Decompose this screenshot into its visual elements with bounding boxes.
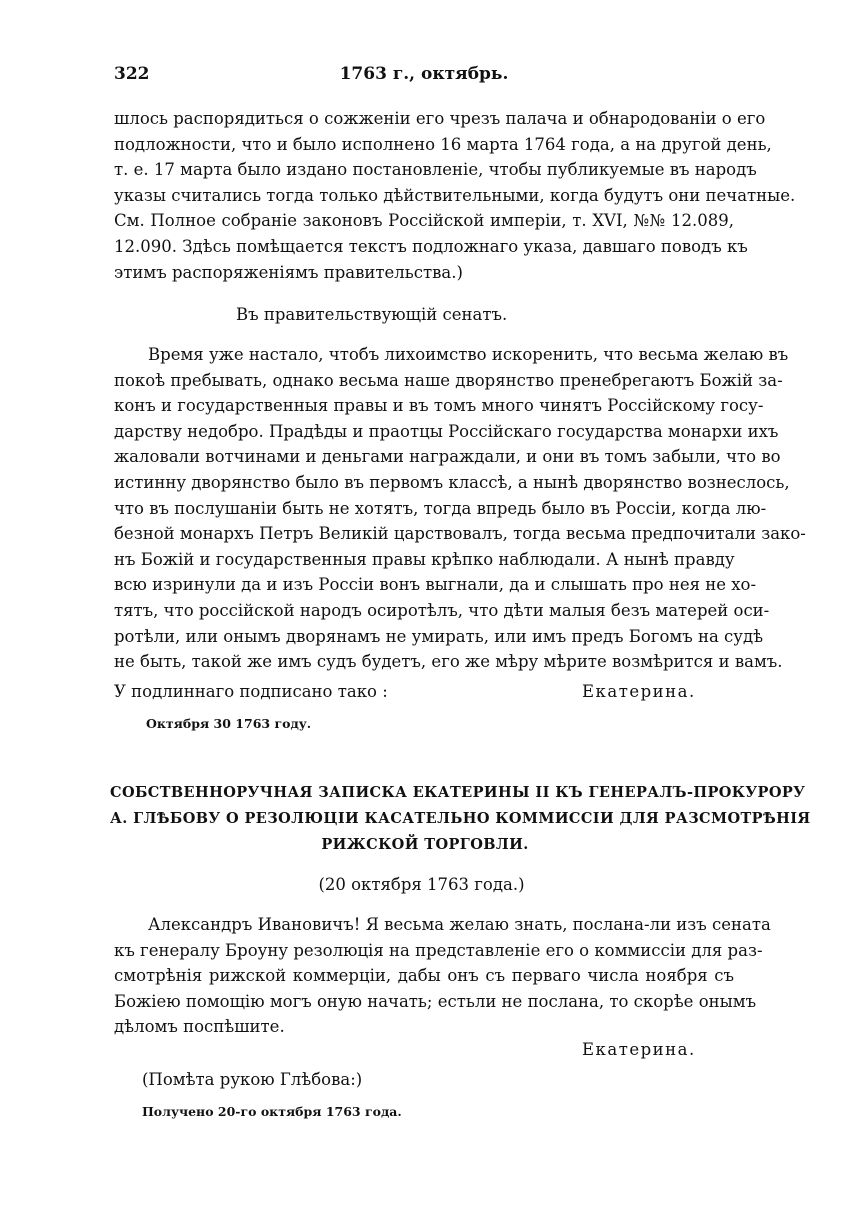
text-line: не быть, такой же имъ судъ будетъ, его же мѣру мѣрите возмѣрится и вамъ.: [114, 652, 783, 672]
text-line: См. Полное собраніе законовъ Россійской имперіи, т. XVI, №№ 12.089,: [114, 211, 734, 231]
text-line: Время уже настало, чтобъ лихоимство искоренить, что весьма желаю въ: [148, 345, 789, 364]
text-line: что въ послушаніи быть не хотятъ, тогда впредь было въ Россіи, когда лю-: [114, 498, 767, 518]
text-line: этимъ распоряженіямъ правительства.): [114, 262, 463, 282]
signed-label: У подлиннаго подписано тако :: [114, 682, 388, 701]
text-line: нъ Божій и государственныя правы крѣпко наблюдали. А нынѣ правду: [114, 549, 735, 569]
text-line: подложности, что и было исполнено 16 марта 1764 года, а на другой день,: [114, 134, 772, 154]
text-line: шлось распорядиться о сожженіи его чрезъ палача и обнародованіи о его: [114, 109, 766, 128]
letter-text-paragraph: [114, 912, 771, 1040]
heading-line: А. ГЛѢБОВУ О РЕЗОЛЮЦІИ КАСАТЕЛЬНО КОММИССІИ ДЛЯ РАЗСМОТРѢНІЯ: [110, 810, 811, 827]
text-line: тятъ, что россійской народъ осиротѣлъ, что дѣти малыя безъ матерей оси-: [114, 600, 770, 620]
text-line: къ генералу Броуну резолюція на представленіе его о коммиссіи для раз-: [114, 940, 763, 960]
letter-signature: Екатерина.: [582, 1040, 696, 1059]
text-line: Божіею помощію могъ оную начать; естьли не послана, то скорѣе онымъ: [114, 991, 757, 1011]
decree-date-note: Октября 30 1763 году.: [146, 716, 312, 731]
text-line: смотрѣнія рижской коммерціи, дабы онъ съ перваго числа ноября съ: [114, 966, 734, 986]
text-line: дѣломъ поспѣшите.: [114, 1017, 285, 1037]
page-number: 322: [114, 64, 150, 84]
intro-note-paragraph: [114, 106, 796, 285]
page-header-title: 1763 г., октябрь.: [339, 64, 509, 84]
text-line: ротѣли, или онымъ дворянамъ не умирать, или имъ предъ Богомъ на судѣ: [114, 626, 764, 646]
text-line: истинну дворянство было въ первомъ классѣ, а нынѣ дворянство вознеслось,: [114, 472, 790, 492]
text-line: конъ и государственныя правы и въ томъ много чинятъ Россійскому госу-: [114, 396, 764, 416]
heading-line: СОБСТВЕННОРУЧНАЯ ЗАПИСКА ЕКАТЕРИНЫ II КЪ ГЕНЕРАЛЪ-ПРОКУРОРУ: [110, 784, 806, 801]
annotation-text: Получено 20-го октября 1763 года.: [142, 1104, 402, 1119]
text-line: безной монархъ Петръ Великій царствовалъ, тогда весьма предпочитали зако-: [114, 524, 806, 544]
annotation-heading: (Помѣта рукою Глѣбова:): [142, 1070, 363, 1089]
running-head: [114, 64, 734, 90]
text-line: 12.090. Здѣсь помѣщается текстъ подложнаго указа, давшаго поводъ къ: [114, 236, 748, 256]
text-line: жаловали вотчинами и деньгами награждали, и они въ томъ забыли, что во: [114, 447, 781, 467]
text-line: указы считались тогда только дѣйствительными, когда будутъ они печатные.: [114, 185, 796, 205]
decree-address: Въ правительствующій сенатъ.: [236, 305, 508, 324]
text-line: всю изринули да и изъ Россіи вонъ выгнали, да и слышать про нея не хо-: [114, 575, 757, 595]
decree-text-paragraph: [114, 342, 806, 675]
heading-line: РИЖСКОЙ ТОРГОВЛИ.: [321, 836, 529, 853]
text-line: Александръ Ивановичъ! Я весьма желаю знать, послана-ли изъ сената: [148, 915, 771, 934]
document-heading: [110, 780, 811, 858]
text-line: покоѣ пребывать, однако весьма наше дворянство пренебрегаютъ Божій за-: [114, 370, 783, 390]
text-line: дарству недобро. Прадѣды и праотцы Россійскаго государства монархи ихъ: [114, 421, 779, 441]
document-date: (20 октября 1763 года.): [318, 875, 525, 894]
decree-signature: Екатерина.: [582, 682, 696, 701]
text-line: т. е. 17 марта было издано постановленіе, чтобы публикуемые въ народъ: [114, 160, 757, 180]
